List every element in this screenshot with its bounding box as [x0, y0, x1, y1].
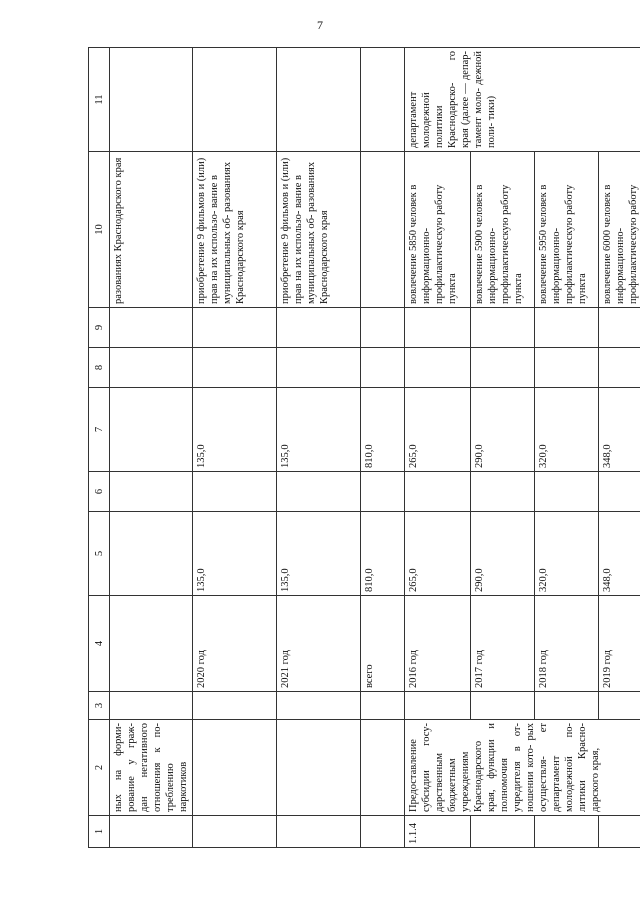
- cell-number: [535, 816, 599, 848]
- cell-year: 2016 год: [405, 596, 471, 692]
- cell-result: вовлечение 6000 человек в информационно- профилактическую работу: [599, 152, 640, 308]
- rotated-table-container: [88, 48, 639, 848]
- cell-year: 2020 год: [193, 596, 277, 692]
- cell-executor: [193, 48, 277, 152]
- cell-local: [361, 348, 405, 388]
- cell-result: [361, 152, 405, 308]
- cell-status: [193, 692, 277, 720]
- cell-regional: [110, 388, 193, 472]
- cell-local: [277, 348, 361, 388]
- cell-total: [110, 512, 193, 596]
- cell-local: [471, 348, 535, 388]
- cell-measure: [193, 720, 277, 816]
- cell-regional: 135,0: [193, 388, 277, 472]
- cell-status: [405, 692, 471, 720]
- header-cell: 11: [89, 48, 110, 152]
- cell-year: 2019 год: [599, 596, 640, 692]
- header-cell: 1: [89, 816, 110, 848]
- cell-status: [110, 692, 193, 720]
- header-cell: 7: [89, 388, 110, 472]
- cell-federal: [599, 472, 640, 512]
- cell-local: [110, 348, 193, 388]
- cell-local: [405, 348, 471, 388]
- cell-other: [193, 308, 277, 348]
- header-cell: 9: [89, 308, 110, 348]
- cell-year: всего: [361, 596, 405, 692]
- cell-measure: ных на форми- рование у граж- дан негативного отношения к по- треблению наркотиков: [110, 720, 193, 816]
- cell-other: [110, 308, 193, 348]
- cell-status: [599, 692, 640, 720]
- cell-total: 320,0: [535, 512, 599, 596]
- header-row: [89, 48, 110, 848]
- cell-local: [193, 348, 277, 388]
- cell-result: приобретение 9 фильмов и (или) прав на их использо- вание в муниципальных об- разованиях Краснодарского края: [277, 152, 361, 308]
- cell-number: [277, 816, 361, 848]
- cell-federal: [535, 472, 599, 512]
- cell-total: 348,0: [599, 512, 640, 596]
- cell-local: [599, 348, 640, 388]
- table-row: [405, 48, 471, 848]
- cell-status: [277, 692, 361, 720]
- cell-year: [110, 596, 193, 692]
- header-cell: 6: [89, 472, 110, 512]
- cell-status: [535, 692, 599, 720]
- cell-executor: [110, 48, 193, 152]
- cell-federal: [471, 472, 535, 512]
- table-row: [361, 48, 405, 848]
- cell-regional: 135,0: [277, 388, 361, 472]
- cell-executor: [361, 48, 405, 152]
- cell-regional: 810,0: [361, 388, 405, 472]
- cell-measure: [361, 720, 405, 816]
- cell-other: [361, 308, 405, 348]
- cell-measure: [277, 720, 361, 816]
- table-row: [110, 48, 193, 848]
- header-cell: 10: [89, 152, 110, 308]
- cell-regional: 348,0: [599, 388, 640, 472]
- cell-local: [535, 348, 599, 388]
- cell-result: вовлечение 5900 человек в информационно- профилактическую работу пункта: [471, 152, 535, 308]
- header-cell: 8: [89, 348, 110, 388]
- header-cell: 5: [89, 512, 110, 596]
- cell-total: 135,0: [277, 512, 361, 596]
- header-cell: 4: [89, 596, 110, 692]
- cell-federal: [110, 472, 193, 512]
- cell-other: [277, 308, 361, 348]
- cell-federal: [361, 472, 405, 512]
- cell-year: 2017 год: [471, 596, 535, 692]
- header-cell: 2: [89, 720, 110, 816]
- cell-measure: Предоставление субсидии госу- дарственным бюджетным учреждениям Краснодарского края, функции и полномочия учредителя в от- ношении кото- рых осуществля- ет департамент молодежной по- литики Красно- дарского края,: [405, 720, 640, 816]
- cell-federal: [405, 472, 471, 512]
- cell-year: 2018 год: [535, 596, 599, 692]
- cell-executor: департамент молодежной политики Краснодарско- го края (далее — депар- тамент моло- дежной поли- тики): [405, 48, 640, 152]
- cell-result: вовлечение 5850 человек в информационно- профилактическую работу пункта: [405, 152, 471, 308]
- cell-result: разованиях Краснодарского края: [110, 152, 193, 308]
- cell-federal: [277, 472, 361, 512]
- cell-status: [471, 692, 535, 720]
- cell-other: [405, 308, 471, 348]
- cell-other: [599, 308, 640, 348]
- page-number: 7: [317, 18, 323, 32]
- cell-result: приобретение 9 фильмов и (или) прав на их использо- вание в муниципальных об- разованиях Краснодарского края: [193, 152, 277, 308]
- cell-other: [535, 308, 599, 348]
- cell-regional: 265,0: [405, 388, 471, 472]
- cell-total: 290,0: [471, 512, 535, 596]
- cell-executor: [277, 48, 361, 152]
- cell-total: 265,0: [405, 512, 471, 596]
- cell-number: [471, 816, 535, 848]
- cell-number: [599, 816, 640, 848]
- cell-regional: 290,0: [471, 388, 535, 472]
- cell-regional: 320,0: [535, 388, 599, 472]
- cell-number: [361, 816, 405, 848]
- cell-year: 2021 год: [277, 596, 361, 692]
- cell-number: [110, 816, 193, 848]
- table-row: [277, 48, 361, 848]
- cell-result: вовлечение 5950 человек в информационно- профилактическую работу пункта: [535, 152, 599, 308]
- cell-federal: [193, 472, 277, 512]
- table-row: [193, 48, 277, 848]
- header-cell: 3: [89, 692, 110, 720]
- cell-status: [361, 692, 405, 720]
- cell-number: 1.1.4: [405, 816, 471, 848]
- program-table: [88, 47, 640, 848]
- cell-number: [193, 816, 277, 848]
- cell-total: 810,0: [361, 512, 405, 596]
- cell-total: 135,0: [193, 512, 277, 596]
- cell-other: [471, 308, 535, 348]
